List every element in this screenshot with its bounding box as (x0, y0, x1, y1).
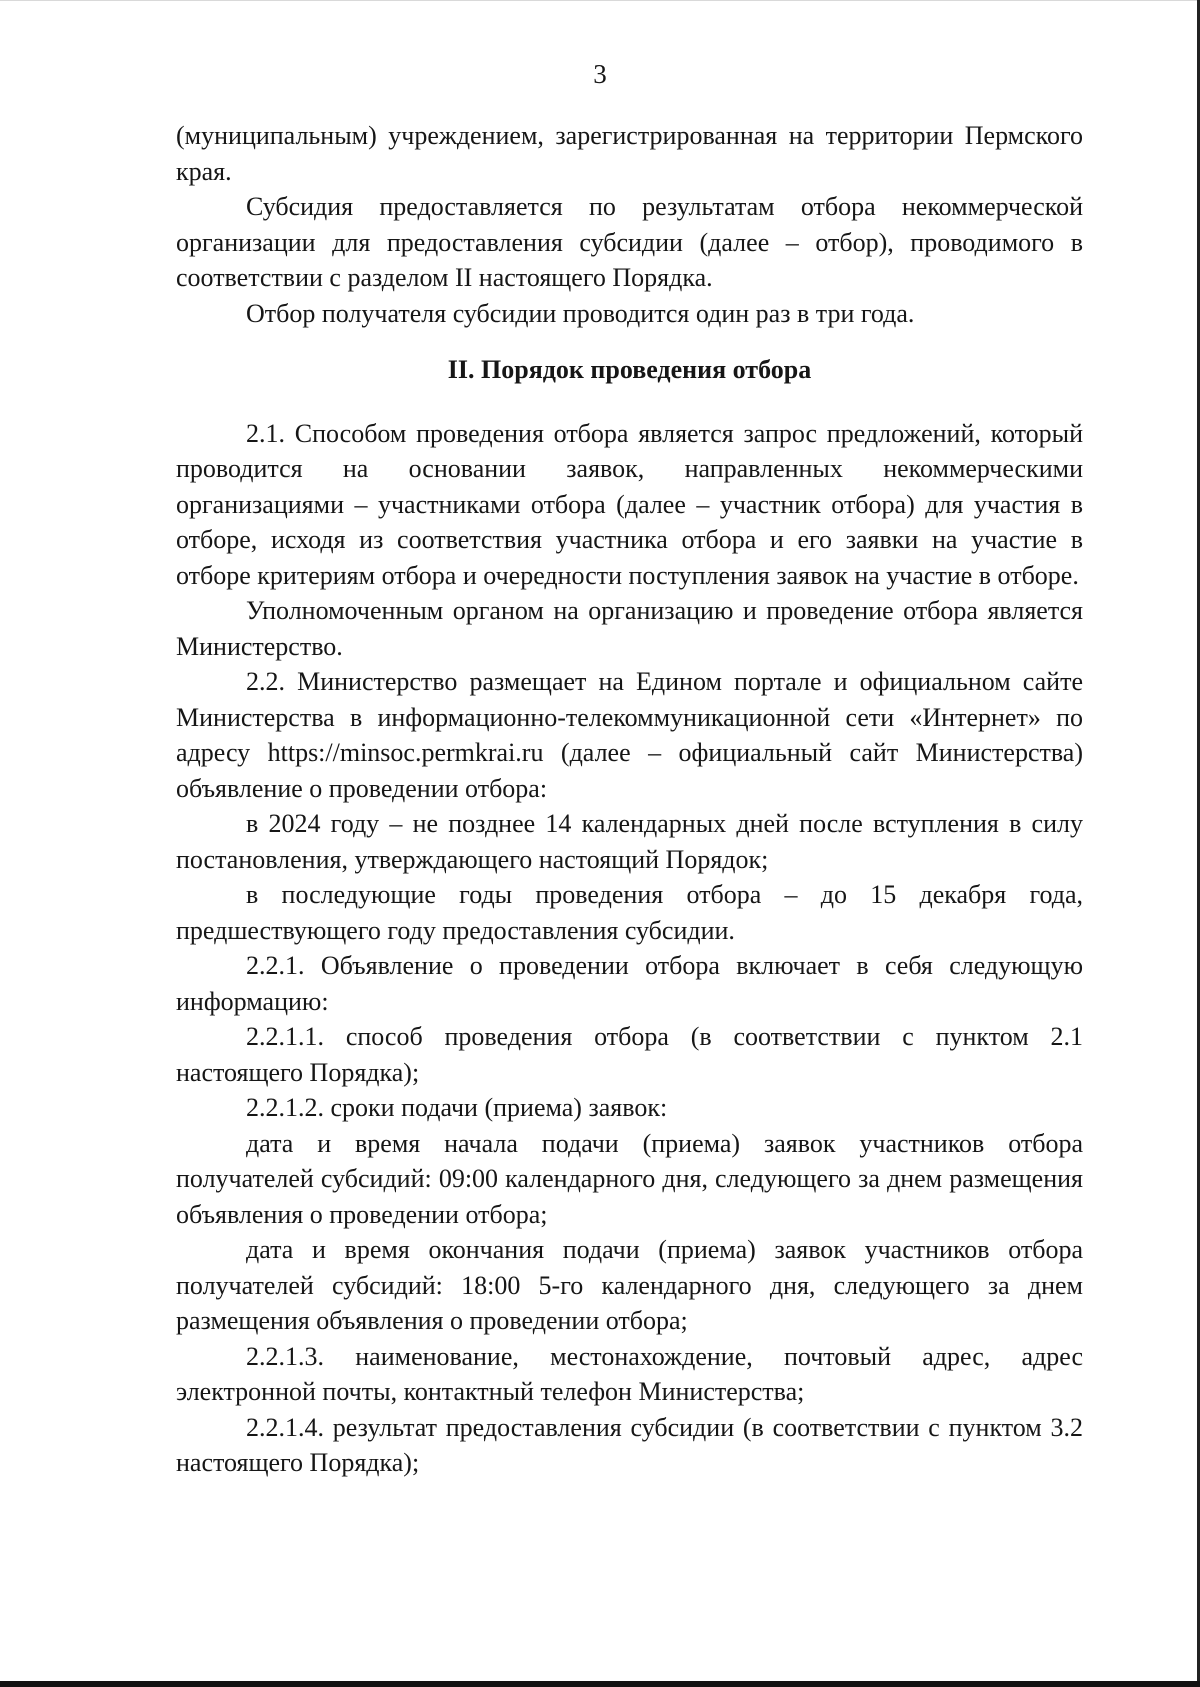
paragraph-start-time: дата и время начала подачи (приема) заявок участников отбора получателей субсидий: 09:00 календарного дня, следующего за днем размещения объявления о проведении отбора; (176, 1128, 1083, 1229)
paragraph-intro-2: Субсидия предоставляется по результатам отбора некоммерческой организации для предоставления субсидии (далее – отбор), проводимого в соответствии с разделом II настоящего Порядка. (176, 192, 1083, 292)
paragraph-2-2-1-1: 2.2.1.1. способ проведения отбора (в соответствии с пунктом 2.1 настоящего Порядка); (176, 1022, 1083, 1087)
paragraph-end-time: дата и время окончания подачи (приема) заявок участников отбора получателей субсидий: 18:00 5-го календарного дня, следующего за днем размещения объявления о проведении отбора; (176, 1235, 1083, 1335)
page-number: 3 (593, 59, 607, 89)
section-heading: II. Порядок проведения отбора (447, 355, 812, 384)
paragraph-2-2: 2.2. Министерство размещает на Едином портале и официальном сайте Министерства в информационно-телекоммуникационной сети «Интернет» по адресу https://minsoc.permkrai.ru (далее – официальный сайт Министерства) объявление о проведении отбора: (176, 667, 1083, 803)
paragraph-2-2-1-2: 2.2.1.2. сроки подачи (приема) заявок: (246, 1093, 668, 1122)
paragraph-following-years: в последующие годы проведения отбора – до 15 декабря года, предшествующего году предоставления субсидии. (176, 880, 1083, 945)
paragraph-authorized-body: Уполномоченным органом на организацию и проведение отбора является Министерство. (176, 596, 1083, 661)
scan-bottom-edge (0, 1681, 1200, 1687)
paragraph-2-1: 2.1. Способом проведения отбора является запрос предложений, который проводится на основании заявок, направленных некоммерческими организациями – участниками отбора (далее – участник отбора) для участия в отборе, исходя из соответствия участника отбора и его заявки на участие в отборе критериям отбора и очередности поступления заявок на участие в отборе. (176, 418, 1083, 590)
paragraph-2-2-1-3: 2.2.1.3. наименование, местонахождение, почтовый адрес, адрес электронной почты, контактный телефон Министерства; (176, 1341, 1083, 1406)
paragraph-2-2-1: 2.2.1. Объявление о проведении отбора включает в себя следующую информацию: (176, 951, 1083, 1016)
scan-top-edge (0, 0, 1200, 1)
paragraph-intro-1: (муниципальным) учреждением, зарегистрированная на территории Пермского края. (176, 121, 1083, 186)
paragraph-intro-3: Отбор получателя субсидии проводится один раз в три года. (246, 298, 915, 328)
paragraph-2024-deadline: в 2024 году – не позднее 14 календарных дней после вступления в силу постановления, утверждающего настоящий Порядок; (176, 809, 1083, 874)
document-body (176, 118, 1083, 1481)
paragraph-2-2-1-4: 2.2.1.4. результат предоставления субсидии (в соответствии с пунктом 3.2 настоящего Порядка); (176, 1412, 1083, 1477)
